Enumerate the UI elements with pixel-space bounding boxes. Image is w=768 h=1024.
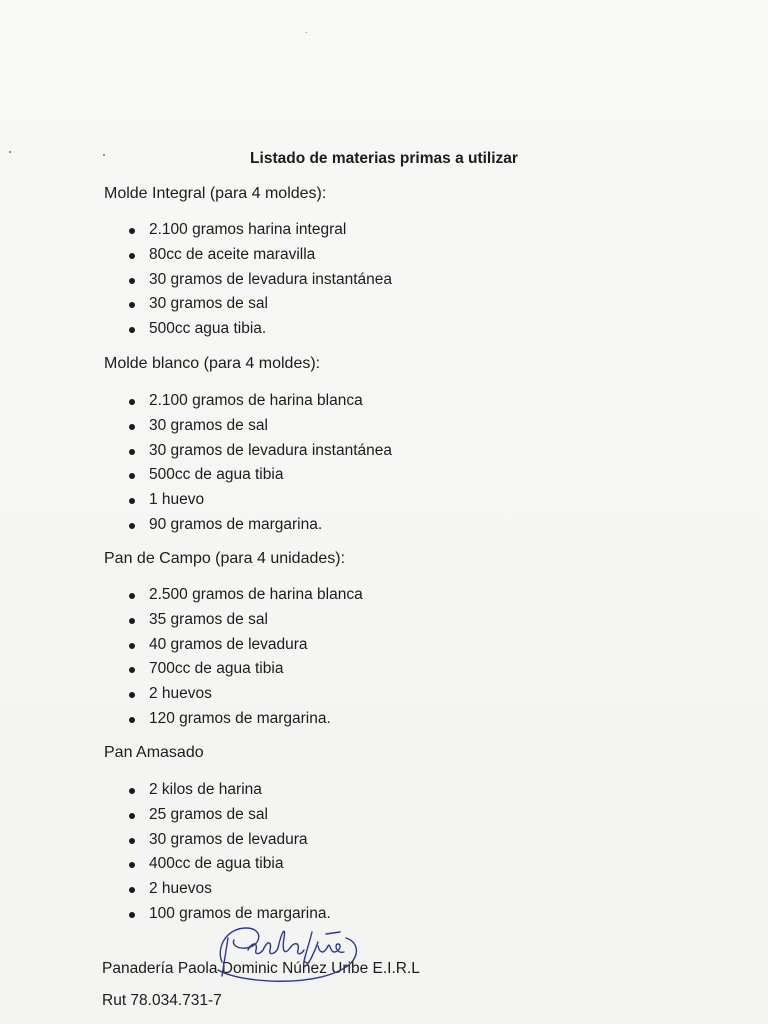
section-heading-pan-de-campo: Pan de Campo (para 4 unidades): bbox=[104, 550, 346, 567]
scan-speck bbox=[306, 32, 307, 33]
list-item: 500cc de agua tibia bbox=[128, 463, 392, 488]
list-item: 2.100 gramos de harina blanca bbox=[128, 389, 392, 414]
list-item: 30 gramos de sal bbox=[128, 414, 392, 439]
section-heading-molde-blanco: Molde blanco (para 4 moldes): bbox=[104, 355, 321, 372]
list-item: 30 gramos de levadura instantánea bbox=[128, 268, 392, 293]
list-item: 30 gramos de levadura bbox=[128, 828, 331, 853]
list-item: 1 huevo bbox=[128, 488, 392, 513]
document-title: Listado de materias primas a utilizar bbox=[250, 150, 518, 167]
list-item: 500cc agua tibia. bbox=[128, 317, 392, 342]
ingredient-list-molde-blanco bbox=[128, 389, 392, 538]
list-item: 90 gramos de margarina. bbox=[128, 513, 392, 538]
list-item: 700cc de agua tibia bbox=[128, 657, 363, 682]
section-heading-molde-integral: Molde Integral (para 4 moldes): bbox=[104, 185, 327, 202]
list-item: 2.500 gramos de harina blanca bbox=[128, 583, 363, 608]
list-item: 120 gramos de margarina. bbox=[128, 707, 363, 732]
section-heading-pan-amasado: Pan Amasado bbox=[104, 744, 204, 761]
list-item: 30 gramos de sal bbox=[128, 292, 392, 317]
list-item: 2 huevos bbox=[128, 877, 331, 902]
list-item: 2.100 gramos harina integral bbox=[128, 218, 392, 243]
list-item: 2 kilos de harina bbox=[128, 778, 331, 803]
ingredient-list-pan-de-campo bbox=[128, 583, 363, 732]
list-item: 100 gramos de margarina. bbox=[128, 902, 331, 927]
list-item: 25 gramos de sal bbox=[128, 803, 331, 828]
list-item: 35 gramos de sal bbox=[128, 608, 363, 633]
list-item: 30 gramos de levadura instantánea bbox=[128, 439, 392, 464]
handwritten-signature bbox=[212, 918, 362, 986]
company-rut: Rut 78.034.731-7 bbox=[102, 992, 222, 1009]
ingredient-list-pan-amasado bbox=[128, 778, 331, 927]
list-item: 40 gramos de levadura bbox=[128, 633, 363, 658]
company-name: Panadería Paola Dominic Núñez Uribe E.I.R.L bbox=[102, 960, 420, 977]
ingredient-list-molde-integral bbox=[128, 218, 392, 342]
list-item: 80cc de aceite maravilla bbox=[128, 243, 392, 268]
list-item: 2 huevos bbox=[128, 682, 363, 707]
list-item: 400cc de agua tibia bbox=[128, 852, 331, 877]
